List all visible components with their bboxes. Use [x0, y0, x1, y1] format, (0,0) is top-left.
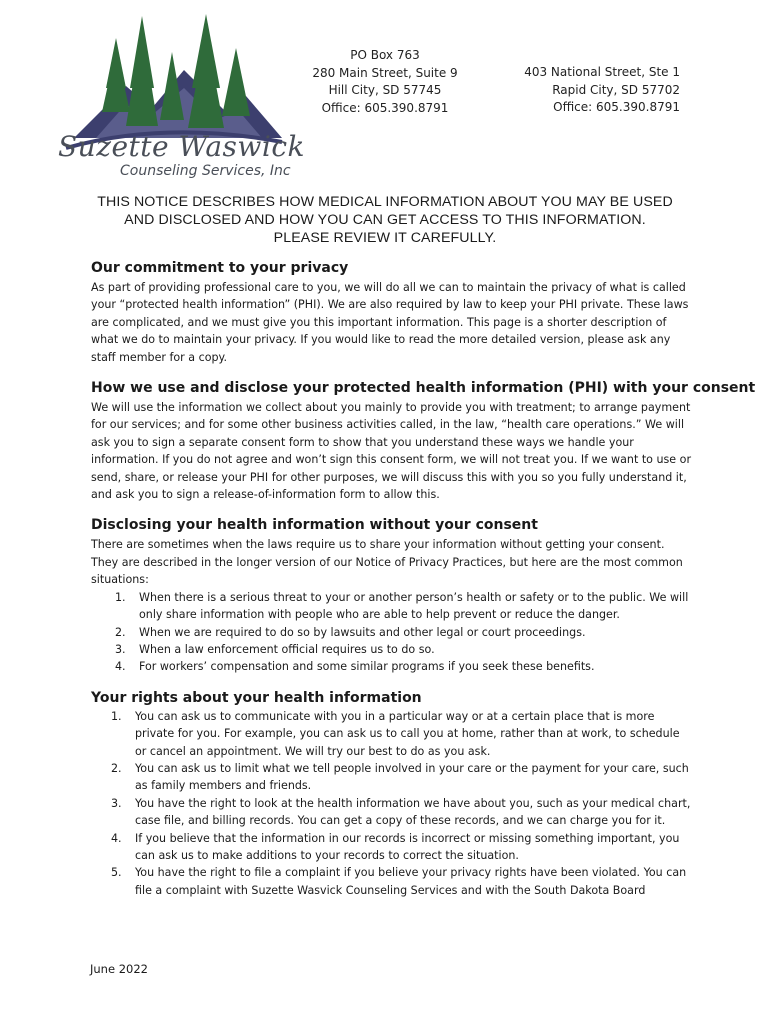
section-heading: Your rights about your health information	[91, 689, 422, 706]
address-hill-city	[310, 47, 460, 117]
notice-line: AND DISCLOSED AND HOW YOU CAN GET ACCESS TO THIS INFORMATION.	[124, 212, 646, 228]
document-body	[91, 258, 756, 911]
address-line: Office: 605.390.8791	[321, 100, 449, 115]
list-item: 2. When we are required to do so by lawsuits and other legal or court proceedings.	[115, 625, 586, 639]
logo-subtitle: Counseling Services, Inc	[120, 163, 291, 179]
section-use-with-consent	[91, 378, 756, 503]
notice-line: THIS NOTICE DESCRIBES HOW MEDICAL INFORMATION ABOUT YOU MAY BE USED	[97, 194, 673, 210]
list-item: 4. If you believe that the information in our records is incorrect or missing something important, you can ask us to make additions to your records to correct the situation.	[111, 831, 680, 862]
section-paragraph: We will use the information we collect about you mainly to provide you with treatment; to arrange payment for our services; and for some other business activities called, in the law, “health care operations.” We will ask you to sign a separate consent form to show that you understand these ways we handle your information. If you do not agree and won’t sign this consent form, we will not treat you. If we want to use or send, share, or release your PHI for other purposes, we will discuss this with you so you fully understand it, and ask you to sign a release-of-information form to allow this.	[91, 401, 691, 502]
section-without-consent	[91, 515, 691, 675]
notice-line: PLEASE REVIEW IT CAREFULLY.	[273, 230, 497, 246]
numbered-list	[91, 589, 691, 676]
list-item: 5. You have the right to file a complaint if you believe your privacy rights have been violated. You can file a complaint with Suzette Wasvick Counseling Services and with the South Dakota Board	[111, 866, 687, 897]
numbered-list	[91, 708, 691, 899]
section-your-rights	[91, 688, 691, 899]
address-line: PO Box 763	[350, 48, 420, 62]
list-item-text: You have the right to file a complaint if you believe your privacy rights have been violated. You can file a complaint with Suzette Wasvick Counseling Services and with the South Dakota Board	[135, 866, 687, 897]
footer-date: June 2022	[90, 962, 148, 976]
list-item-text: You can ask us to limit what we tell people involved in your care or the payment for your care, such as family members and friends.	[135, 761, 689, 793]
section-heading: Our commitment to your privacy	[91, 260, 349, 276]
list-item-text: For workers’ compensation and some similar programs if you seek these benefits.	[139, 660, 595, 674]
company-logo	[56, 8, 305, 186]
address-line: Office: 605.390.8791	[553, 100, 680, 114]
list-item: 1. You can ask us to communicate with you in a particular way or at a certain place that is more private for you. For example, you can ask us to call you at home, rather than at work, to schedule or cancel an appointment. We will try our best to do as you ask.	[111, 709, 680, 758]
section-heading: How we use and disclose your protected health information (PHI) with your consent	[91, 380, 756, 397]
list-item-text: You have the right to look at the health information we have about you, such as your medical chart, case file, and billing records. You can get a copy of these records, and we can charge you for it.	[135, 796, 691, 828]
address-line: 403 National Street, Ste 1	[524, 65, 680, 79]
list-item: 2. You can ask us to limit what we tell people involved in your care or the payment for your care, such as family members and friends.	[111, 761, 689, 793]
address-line: Rapid City, SD 57702	[552, 82, 680, 97]
section-paragraph: There are sometimes when the laws require us to share your information without getting your consent. They are described in the longer version of our Notice of Privacy Practices, but here are the most common situations:	[91, 538, 683, 587]
list-item: 3. You have the right to look at the health information we have about you, such as your medical chart, case file, and billing records. You can get a copy of these records, and we can charge you for it.	[111, 796, 691, 828]
list-item-text: When there is a serious threat to your or another person’s health or safety or to the public. We will only share information with people who are able to help prevent or reduce the danger.	[139, 590, 689, 622]
list-item: 4. For workers’ compensation and some similar programs if you seek these benefits.	[115, 660, 595, 674]
section-privacy-commitment	[91, 258, 691, 366]
list-item: 1. When there is a serious threat to your or another person’s health or safety or to the public. We will only share information with people who are able to help prevent or reduce the danger.	[115, 590, 689, 622]
address-line: Hill City, SD 57745	[328, 83, 442, 97]
list-item-text: When we are required to do so by lawsuits and other legal or court proceedings.	[139, 625, 586, 639]
list-item-text: When a law enforcement official requires us to do so.	[139, 642, 435, 656]
logo-name: Suzette Waswick	[58, 130, 305, 163]
address-rapid-city	[520, 64, 680, 117]
list-item-text: If you believe that the information in our records is incorrect or missing something important, you can ask us to make additions to your records to correct the situation.	[135, 831, 680, 862]
section-paragraph: As part of providing professional care to you, we will do all we can to maintain the privacy of what is called your “protected health information” (PHI). We are also required by law to keep your PHI private. These laws are complicated, and we must give you this important information. This page is a shorter description of what we do to maintain your privacy. If you would like to read the more detailed version, please ask any staff member for a copy.	[91, 281, 689, 364]
address-line: 280 Main Street, Suite 9	[312, 65, 458, 80]
list-item-text: You can ask us to communicate with you in a particular way or at a certain place that is more private for you. For example, you can ask us to call you at home, rather than at work, to schedule or cancel an appointment. We will try our best to do as you ask.	[135, 709, 680, 758]
section-heading: Disclosing your health information without your consent	[91, 517, 538, 534]
list-item: 3. When a law enforcement official requires us to do so.	[115, 642, 435, 656]
privacy-notice-heading	[60, 193, 710, 247]
